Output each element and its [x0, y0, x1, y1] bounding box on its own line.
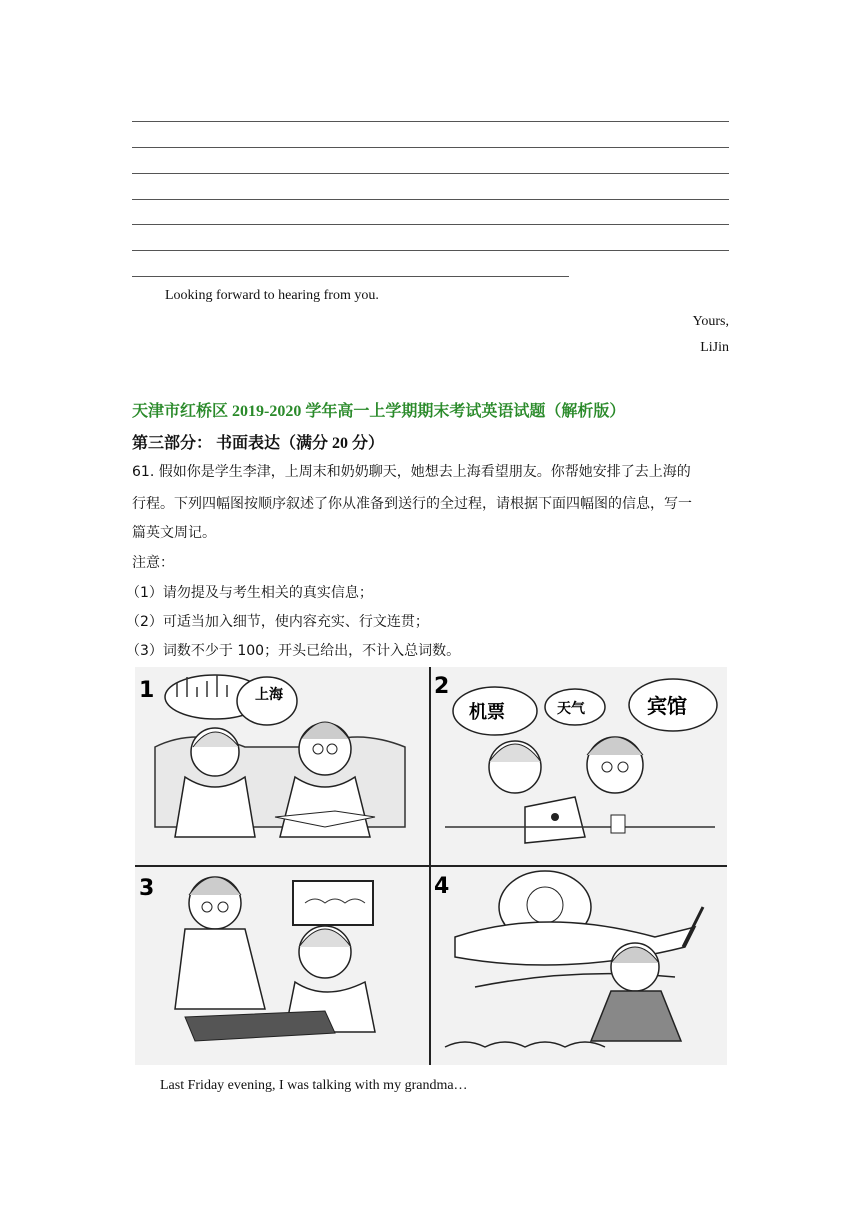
writing-line	[132, 199, 729, 200]
essay-start: Last Friday evening, I was talking with my grandma…	[160, 1078, 468, 1093]
note-item: （3）词数不少于 100；开头已给出，不计入总词数。	[126, 643, 461, 659]
panel-number: 2	[434, 674, 450, 699]
note-item: （1）请勿提及与考生相关的真实信息；	[126, 585, 373, 601]
panel-number: 3	[139, 876, 155, 901]
source-title: 天津市红桥区 2019-2020 学年高一上学期期末考试英语试题（解析版）	[132, 403, 626, 420]
bubble-text: 上海	[255, 687, 283, 703]
notes-label: 注意：	[132, 555, 174, 571]
writing-line	[132, 250, 729, 251]
question-line: 篇英文周记。	[132, 525, 216, 541]
bubble-text: 宾馆	[647, 694, 687, 718]
letter-signoff: Yours,	[692, 314, 729, 329]
panel-number: 4	[434, 874, 450, 899]
writing-line	[132, 147, 729, 148]
question-line: 行程。下列四幅图按顺序叙述了你从准备到送行的全过程，请根据下面四幅图的信息，写一	[132, 496, 692, 512]
writing-line	[132, 173, 729, 174]
writing-line	[132, 224, 729, 225]
bubble-text: 机票	[469, 702, 505, 723]
question-line: 61. 假如你是学生李津，上周末和奶奶聊天，她想去上海看望朋友。你帮她安排了去上海的	[132, 464, 691, 480]
comic-strip-image	[135, 667, 727, 1065]
writing-line	[132, 121, 729, 122]
note-item: （2）可适当加入细节，使内容充实、行文连贯；	[126, 614, 429, 630]
part-title: 第三部分： 书面表达（满分 20 分）	[132, 435, 385, 452]
writing-line	[132, 276, 569, 277]
panel-number: 1	[139, 678, 155, 703]
letter-signature: LiJin	[700, 340, 729, 355]
bubble-text: 天气	[557, 701, 585, 717]
letter-closing-line: Looking forward to hearing from you.	[165, 288, 379, 303]
